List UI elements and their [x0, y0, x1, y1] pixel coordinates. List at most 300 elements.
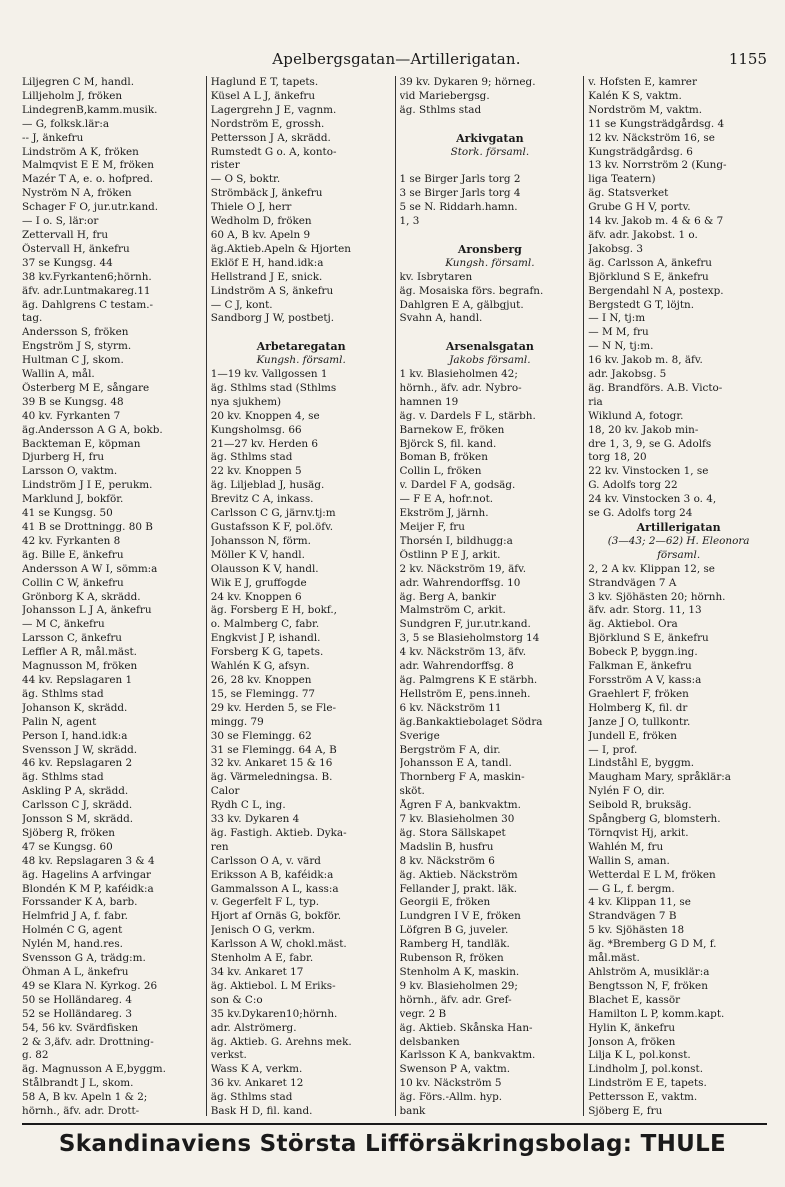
directory-entry: äfv. adr. Jakobst. 1 o. [588, 228, 698, 241]
column-4 [583, 76, 772, 1116]
directory-entry: Malmström C, arkit. [399, 604, 506, 617]
directory-entry: 2 kv. Näckström 19, äfv. [399, 562, 527, 575]
directory-entry: liga Teatern) [588, 173, 656, 186]
directory-entry: Gammalsson A L, kass:a [210, 882, 339, 895]
directory-entry: äg. Aktiebol. Ora [588, 618, 678, 631]
directory-entry: Larsson O, vaktm. [22, 465, 118, 478]
directory-entry: Johanson K, skrädd. [22, 701, 128, 714]
directory-entry: G. Adolfs torg 22 [588, 479, 678, 492]
directory-entry: Schager F O, jur.utr.kand. [22, 201, 159, 214]
directory-entry: Nylén M, hand.res. [22, 938, 123, 951]
directory-entry: 24 kv. Knoppen 6 [210, 590, 302, 603]
directory-entry: Backteman E, köpman [22, 437, 141, 450]
directory-entry: Grönborg K A, skrädd. [22, 590, 141, 603]
directory-entry: dre 1, 3, 9, se G. Adolfs [588, 437, 712, 450]
directory-entry: Jonsson S M, skrädd. [22, 813, 134, 826]
directory-entry: Jundell E, fröken [588, 729, 677, 742]
directory-entry: Lilljeholm J, fröken [22, 89, 123, 102]
directory-entry: Lindström A K, fröken [22, 145, 139, 158]
directory-entry: Kungsträdgårdsg. 6 [588, 145, 693, 158]
directory-entry: — I, prof. [588, 743, 638, 756]
directory-entry: Eklöf E H, hand.idk:a [210, 256, 324, 269]
directory-entry: äg. Statsverket [588, 187, 669, 200]
directory-entry: Lilja K L, pol.konst. [588, 1049, 691, 1062]
directory-entry: mingg. 79 [210, 715, 264, 728]
directory-entry: Nordström E, grossh. [210, 117, 325, 130]
directory-entry: Liljegren C M, handl. [22, 76, 135, 88]
directory-entry: Pettersson J A, skrädd. [210, 131, 331, 144]
directory-entry: Georgii E, fröken [399, 896, 491, 909]
directory-entry: äg. Sthlms stad [210, 1091, 293, 1104]
directory-entry: Gustafsson K F, pol.öfv. [210, 521, 334, 533]
directory-entry: äg.Bankaktiebolaget Södra [399, 715, 543, 728]
directory-entry: 47 se Kungsg. 60 [22, 840, 113, 853]
directory-entry: 5 kv. Sjöhästen 18 [588, 924, 685, 937]
directory-entry: Strandvägen 7 A [588, 576, 677, 589]
directory-entry: Carlsson C J, skrädd. [22, 799, 133, 812]
street-heading: Artillerigatan [636, 521, 721, 534]
directory-entry [211, 326, 392, 340]
directory-entry: 26, 28 kv. Knoppen [210, 673, 312, 686]
directory-entry: äg. Forsberg E H, bokf., [210, 604, 337, 617]
directory-entry: o. Malmberg C, fabr. [210, 618, 320, 631]
directory-entry: Marklund J, bokför. [22, 493, 124, 506]
directory-entry: 10 kv. Näckström 5 [399, 1077, 502, 1090]
directory-entry: 8 kv. Näckström 6 [399, 854, 495, 867]
directory-entry: Björklund S E, änkefru [588, 270, 709, 283]
directory-entry: vegr. 2 B [399, 1007, 447, 1020]
directory-entry: Wallin S, aman. [588, 854, 670, 867]
directory-entry: Palin N, agent [22, 715, 97, 728]
directory-entry: 3 kv. Sjöhästen 20; hörnh. [588, 590, 726, 603]
directory-entry: 11 se Kungsträdgårdsg. 4 [588, 117, 725, 130]
directory-entry: Strandvägen 7 B [588, 910, 677, 923]
directory-entry: 48 kv. Repslagaren 3 & 4 [22, 854, 155, 867]
directory-entry: äg. Aktiebol. L M Eriks- [210, 979, 336, 992]
directory-entry: äg. Sthlms stad [210, 451, 293, 464]
directory-entry: Svensson G A, trädg:m. [22, 952, 146, 965]
directory-entry: Nylén F O, dir. [588, 785, 665, 798]
directory-entry: Rumstedt G o. A, konto- [210, 145, 337, 158]
parish-label: Stork. församl. [450, 145, 530, 158]
directory-entry: 24 kv. Vinstocken 3 o. 4, [588, 493, 717, 506]
directory-entry: äg. Sthlms stad [399, 103, 482, 116]
directory-entry: Malmqvist E E M, fröken [22, 159, 154, 172]
directory-entry: Stålbrandt J L, skom. [22, 1077, 134, 1090]
directory-entry: v. Dardel F A, godsäg. [399, 479, 516, 492]
directory-entry: Thiele O J, herr [210, 201, 292, 214]
parish-label: församl. [657, 548, 701, 561]
directory-entry: äg. Palmgrens K E stärbh. [399, 673, 538, 686]
directory-entry: äg. Hagelins A arfvingar [22, 868, 151, 881]
directory-entry: 52 se Holländareg. 3 [22, 1007, 132, 1020]
directory-entry: äg. Sthlms stad [22, 687, 104, 700]
directory-entry: bank [399, 1105, 426, 1116]
column-1 [22, 76, 206, 1116]
directory-entry: Stenholm A K, maskin. [399, 966, 520, 978]
directory-entry: Ekström J, järnh. [399, 507, 489, 520]
directory-entry: hörnh., äfv. adr. Nybro- [399, 381, 522, 394]
directory-entry: 37 se Kungsg. 44 [22, 256, 113, 269]
directory-entry: 41 B se Drottningg. 80 B [22, 521, 153, 533]
directory-entry: ria [588, 395, 603, 408]
directory-entry: Andersson A W I, sömm:a [22, 562, 158, 575]
directory-entry: 36 kv. Ankaret 12 [210, 1077, 304, 1090]
directory-entry: Olausson K V, handl. [210, 562, 319, 575]
directory-entry: äg. Bille E, änkefru [22, 548, 124, 561]
directory-entry: 30 se Flemingg. 62 [210, 729, 312, 742]
directory-entry: äg. Dahlgrens C testam.- [22, 298, 154, 311]
directory-entry: Kungsholmsg. 66 [210, 423, 302, 436]
directory-entry: -- J, änkefru [22, 131, 84, 144]
directory-entry: se G. Adolfs torg 24 [588, 507, 693, 520]
directory-entry: 29 kv. Herden 5, se Fle- [210, 701, 336, 714]
directory-entry: Forsström A V, kass:a [588, 673, 702, 686]
directory-entry: äg. Liljeblad J, husäg. [210, 479, 325, 492]
directory-entry: Hellström E, pens.inneh. [399, 687, 531, 700]
directory-entry: Thornberg F A, maskin- [399, 771, 525, 784]
directory-entry: — N N, tj:m. [588, 340, 654, 353]
directory-entry: Dahlgren E A, gälbgjut. [399, 298, 524, 311]
directory-entry: 40 kv. Fyrkanten 7 [22, 409, 121, 422]
directory-entry: adr. Wahrendorffsg. 8 [399, 660, 514, 673]
directory-entry: Hultman C J, skom. [22, 354, 124, 367]
directory-entry: Törnqvist Hj, arkit. [588, 826, 689, 839]
directory-entry: Ramberg H, tandläk. [399, 938, 510, 951]
directory-entry: torg 18, 20 [588, 451, 647, 464]
directory-entry: adr. Jakobsg. 5 [588, 368, 667, 381]
directory-entry: äg. Sthlms stad [22, 771, 104, 784]
parish-label: Jakobs församl. [449, 354, 531, 367]
directory-entry: 14 kv. Jakob m. 4 & 6 & 7 [588, 215, 724, 228]
directory-entry: äg. Förs.-Allm. hyp. [399, 1091, 503, 1104]
directory-entry: 54, 56 kv. Svärdfisken [22, 1021, 139, 1034]
directory-entry: äg. Aktieb. Skånska Han- [399, 1021, 533, 1034]
directory-entry: Wetterdal E L M, fröken [588, 868, 716, 881]
directory-entry: Björck S, fil. kand. [399, 437, 497, 450]
directory-entry: äg. Sthlms stad (Sthlms [210, 381, 337, 394]
directory-entry: Wass K A, verkm. [210, 1063, 303, 1076]
directory-entry: Ågren F A, bankvaktm. [399, 799, 521, 812]
directory-entry: — G L, f. bergm. [588, 882, 675, 895]
directory-entry: LindegrenB,kamm.musik. [22, 103, 158, 116]
directory-entry: 21—27 kv. Herden 6 [210, 437, 319, 450]
directory-entry: 2 & 3,äfv. adr. Drottning- [22, 1035, 154, 1048]
directory-entry: Hamilton L P, komm.kapt. [588, 1007, 725, 1020]
directory-entry: 22 kv. Vinstocken 1, se [588, 465, 709, 478]
footer-rule [22, 1123, 767, 1125]
directory-entry: adr. Alströmerg. [210, 1021, 297, 1034]
directory-entry: äg. Stora Sällskapet [399, 826, 506, 839]
directory-entry: 9 kv. Blasieholmen 29; [399, 979, 518, 992]
directory-entry: 44 kv. Repslagaren 1 [22, 673, 133, 686]
directory-entry: Wahlén M, fru [588, 840, 664, 853]
directory-entry: Calor [210, 785, 240, 798]
page-footer [0, 1123, 785, 1157]
directory-entry: mål.mäst. [588, 952, 640, 965]
directory-entry: 1 se Birger Jarls torg 2 [399, 173, 521, 186]
directory-entry: 35 kv.Dykaren10;hörnh. [210, 1007, 338, 1020]
directory-entry: Wahlén K G, afsyn. [210, 660, 310, 673]
directory-entry [400, 118, 581, 132]
directory-entry: 13 kv. Norrström 2 (Kung- [588, 159, 727, 172]
directory-entry: 60 A, B kv. Apeln 9 [210, 228, 311, 241]
directory-entry: Mazér T A, e. o. hofpred. [22, 173, 154, 186]
directory-entry: Nyström N A, fröken [22, 187, 132, 200]
directory-entry: Wik E J, gruffogde [210, 576, 307, 589]
directory-entry: Bask H D, fil. kand. [210, 1105, 313, 1116]
directory-entry: Svahn A, handl. [399, 312, 483, 325]
directory-entry: 7 kv. Blasieholmen 30 [399, 813, 515, 826]
parish-label: Kungsh. församl. [256, 354, 346, 367]
directory-entry: 39 kv. Dykaren 9; hörneg. [399, 76, 536, 88]
running-title: Apelbergsgatan—Artillerigatan. [272, 50, 521, 68]
directory-entry: 1—19 kv. Vallgossen 1 [210, 368, 328, 381]
directory-entry: Helmfrid J A, f. fabr. [22, 910, 128, 923]
directory-entry: 39 B se Kungsg. 48 [22, 395, 124, 408]
directory-entry: äg. Aktieb. Näckström [399, 868, 518, 881]
directory-entry: 31 se Flemingg. 64 A, B [210, 743, 337, 756]
directory-entry: 12 kv. Näckström 16, se [588, 131, 715, 144]
directory-entry: Hjort af Ornäs G, bokför. [210, 910, 342, 923]
directory-entry: Löfgren B G, juveler. [399, 924, 509, 937]
directory-entry: Thorsén I, bildhugg:a [399, 534, 513, 547]
directory-entry: Carlsson C G, järnv.tj:m [210, 507, 336, 520]
page-header [22, 50, 771, 70]
directory-entry: äg. Carlsson A, änkefru [588, 256, 712, 269]
directory-entry: Boman B, fröken [399, 451, 488, 464]
directory-entry: Östlinn P E J, arkit. [399, 548, 501, 561]
directory-entry: Fellander J, prakt. läk. [399, 882, 518, 895]
directory-entry: Hylin K, änkefru [588, 1021, 676, 1034]
directory-entry: 1, 3 [399, 215, 420, 228]
directory-entry: Grube G H V, portv. [588, 201, 691, 214]
directory-entry: Wedholm D, fröken [210, 215, 312, 228]
directory-entry: Janze J O, tullkontr. [588, 715, 691, 728]
directory-entry: äfv. adr. Storg. 11, 13 [588, 604, 702, 617]
directory-entry: äg. Mosaiska förs. begrafn. [399, 284, 544, 297]
directory-entry: Karlsson A W, chokl.mäst. [210, 938, 347, 951]
directory-entry: — C J, kont. [210, 298, 273, 311]
directory-entry: kv. Isbrytaren [399, 270, 473, 283]
directory-entry: v. Hofsten E, kamrer [588, 76, 697, 88]
directory-entry: Zettervall H, fru [22, 228, 109, 241]
directory-entry: Wiklund A, fotogr. [588, 409, 684, 422]
street-heading: Arsenalsgatan [445, 340, 534, 354]
street-heading: Arbetaregatan [256, 340, 346, 354]
directory-entry: Seibold R, bruksäg. [588, 799, 692, 812]
directory-entry: 16 kv. Jakob m. 8, äfv. [588, 354, 703, 367]
directory-entry: — G, folksk.lär:a [22, 117, 110, 130]
directory-entry: 22 kv. Knoppen 5 [210, 465, 302, 478]
footer-advertisement: Skandinaviens Största Lifförsäkringsbolag: THULE [58, 1131, 727, 1157]
directory-entry: 5 se N. Riddarh.hamn. [399, 201, 518, 214]
column-2 [206, 76, 395, 1116]
directory-entry [400, 159, 581, 173]
directory-entry: Lindståhl E, byggm. [588, 757, 695, 770]
directory-entry: 3 se Birger Jarls torg 4 [399, 187, 521, 200]
directory-entry: Ahlström A, musiklär:a [588, 966, 710, 978]
directory-entry: Bengtsson N, F, fröken [588, 979, 708, 992]
directory-entry: Larsson C, änkefru [22, 632, 122, 645]
directory-entry: — I N, tj:m [588, 312, 646, 325]
directory-entry: Lindholm J, pol.konst. [588, 1063, 703, 1076]
directory-columns [22, 76, 772, 1116]
directory-entry: Brevitz C A, inkass. [210, 493, 314, 506]
directory-entry: vid Mariebergsg. [399, 89, 490, 102]
directory-entry: Karlsson K A, bankvaktm. [399, 1049, 536, 1062]
directory-entry: äg. Magnusson A E,byggm. [22, 1063, 166, 1076]
directory-entry: Engström J S, styrm. [22, 340, 132, 353]
directory-entry: verkst. [210, 1049, 247, 1062]
directory-entry: adr. Wahrendorffsg. 10 [399, 576, 521, 589]
directory-entry: Rubenson R, fröken [399, 952, 504, 965]
directory-entry: Carlsson O A, v. värd [210, 854, 321, 867]
directory-entry: Holmberg K, fil. dr [588, 701, 688, 714]
directory-entry: 4 kv. Näckström 13, äfv. [399, 646, 527, 659]
directory-entry: Stenholm A E, fabr. [210, 952, 314, 965]
directory-entry: Sverige [399, 729, 440, 742]
directory-entry: Lundgren I V E, fröken [399, 910, 521, 923]
directory-entry: Blondén K M P, kaféidk:a [22, 882, 154, 895]
directory-entry: Björklund S E, änkefru [588, 632, 709, 645]
directory-entry: Falkman E, änkefru [588, 660, 692, 673]
directory-entry: Maugham Mary, språklär:a [588, 771, 731, 784]
directory-entry: Leffler A R, mål.mäst. [22, 646, 137, 659]
directory-entry: Djurberg H, fru [22, 451, 105, 464]
directory-entry: Nordström M, vaktm. [588, 103, 703, 116]
street-heading: Arkivgatan [456, 131, 524, 145]
directory-entry: Österberg M E, sångare [22, 381, 150, 394]
directory-entry: Barnekow E, fröken [399, 423, 505, 436]
directory-entry: Jenisch O G, verkm. [210, 924, 316, 937]
directory-entry: g. 82 [22, 1049, 49, 1062]
directory-entry: Haglund E T, tapets. [210, 76, 319, 88]
directory-entry: 41 se Kungsg. 50 [22, 507, 113, 520]
directory-entry: Lindström A S, änkefru [210, 284, 334, 297]
directory-entry: Jakobsg. 3 [588, 242, 644, 255]
directory-entry: Pettersson E, vaktm. [588, 1091, 698, 1104]
directory-entry: äg. Fastigh. Aktieb. Dyka- [210, 826, 347, 839]
directory-entry: tag. [22, 312, 43, 325]
directory-entry: Strömbäck J, änkefru [210, 187, 323, 200]
directory-entry: Johansson E A, tandl. [399, 757, 512, 770]
parish-label: Kungsh. församl. [445, 256, 535, 269]
directory-entry [400, 229, 581, 243]
directory-entry: Wallin A, mål. [22, 368, 95, 381]
directory-entry: 3, 5 se Blasieholmstorg 14 [399, 632, 540, 645]
directory-entry: Collin L, fröken [399, 465, 482, 478]
directory-entry: 20 kv. Knoppen 4, se [210, 409, 320, 422]
directory-entry: Rydh C L, ing. [210, 799, 286, 812]
directory-entry: hamnen 19 [399, 395, 459, 408]
directory-entry: rister [210, 159, 240, 172]
directory-entry: Hellstrand J E, snick. [210, 270, 323, 283]
directory-entry: äg. Aktieb. G. Arehns mek. [210, 1035, 352, 1048]
directory-entry: son & C:o [210, 993, 263, 1006]
directory-entry: Bergendahl N A, postexp. [588, 284, 724, 297]
directory-entry: 4 kv. Klippan 11, se [588, 896, 691, 909]
directory-entry: — I o. S, lär:or [22, 215, 99, 228]
directory-entry: hörnh., äfv. adr. Drott- [22, 1105, 140, 1116]
directory-entry: Meijer F, fru [399, 521, 465, 533]
directory-entry: 33 kv. Dykaren 4 [210, 813, 300, 826]
directory-entry: 32 kv. Ankaret 15 & 16 [210, 757, 333, 770]
directory-entry: äfv. adr.Luntmakareg.11 [22, 284, 151, 297]
directory-entry: 34 kv. Ankaret 17 [210, 966, 304, 978]
page-number: 1155 [728, 50, 767, 68]
directory-entry: 46 kv. Repslagaren 2 [22, 757, 133, 770]
directory-entry: äg. Värmeledningsa. B. [210, 771, 333, 784]
directory-entry: Holmén C G, agent [22, 924, 123, 937]
directory-entry: nya sjukhem) [210, 395, 282, 408]
directory-entry: — M M, fru [588, 326, 649, 339]
directory-entry: 50 se Holländareg. 4 [22, 993, 132, 1006]
directory-entry: Swenson P A, vaktm. [399, 1063, 511, 1076]
directory-entry: Graehlert F, fröken [588, 687, 689, 700]
directory-entry: v. Gegerfelt F L, typ. [210, 896, 320, 909]
directory-entry: Johansson N, förm. [210, 534, 311, 547]
directory-entry: Sandborg J W, postbetj. [210, 312, 335, 325]
parish-label: (3—43; 2—62) H. Eleonora [607, 534, 750, 547]
directory-entry: äg. Brandförs. A.B. Victo- [588, 381, 723, 394]
directory-entry: 42 kv. Fyrkanten 8 [22, 534, 121, 547]
directory-entry: Madslin B, husfru [399, 840, 494, 853]
directory-entry: ren [210, 840, 229, 853]
directory-entry: Möller K V, handl. [210, 548, 305, 561]
directory-entry: 38 kv.Fyrkanten6;hörnh. [22, 270, 152, 283]
directory-entry: Forssander K A, barb. [22, 896, 138, 909]
directory-entry: Sjöberg E, fru [588, 1105, 663, 1116]
directory-entry: äg. Berg A, bankir [399, 590, 496, 603]
directory-entry: 1 kv. Blasieholmen 42; [399, 368, 518, 381]
directory-entry: Engkvist J P, ishandl. [210, 632, 321, 645]
directory-entry: äg.Andersson A G A, bokb. [22, 423, 163, 436]
directory-entry: — M C, änkefru [22, 618, 105, 631]
directory-entry: Magnusson M, fröken [22, 660, 138, 673]
directory-entry: Sjöberg R, fröken [22, 826, 115, 839]
directory-entry: Kalén K S, vaktm. [588, 89, 682, 102]
directory-entry [400, 326, 581, 340]
directory-entry: 58 A, B kv. Apeln 1 & 2; [22, 1091, 148, 1104]
directory-entry: Bergstedt G T, löjtn. [588, 298, 695, 311]
directory-entry: Svensson J W, skrädd. [22, 743, 138, 756]
directory-entry: äg. *Bremberg G D M, f. [588, 938, 717, 951]
directory-entry: Jonson A, fröken [588, 1035, 676, 1048]
directory-entry: — O S, boktr. [210, 173, 281, 186]
directory-entry: sköt. [399, 785, 425, 798]
directory-entry: 18, 20 kv. Jakob min- [588, 423, 699, 436]
directory-entry: 6 kv. Näckström 11 [399, 701, 502, 714]
directory-entry: Eriksson A B, kaféidk:a [210, 868, 334, 881]
directory-entry: — F E A, hofr.not. [399, 493, 494, 506]
directory-entry: Lindström E E, tapets. [588, 1077, 707, 1090]
directory-entry: Forsberg K G, tapets. [210, 646, 324, 659]
directory-entry: Lagergrehn J E, vagnm. [210, 103, 337, 116]
directory-entry: Bobeck P, byggn.ing. [588, 646, 698, 659]
street-heading: Aronsberg [457, 242, 522, 256]
directory-entry: Küsel A L J, änkefru [210, 89, 316, 102]
directory-entry: äg. v. Dardels F L, stärbh. [399, 409, 536, 422]
directory-entry: 49 se Klara N. Kyrkog. 26 [22, 979, 158, 992]
directory-entry: Johansson L J A, änkefru [22, 604, 152, 617]
directory-entry: Andersson S, fröken [22, 326, 129, 339]
directory-entry: hörnh., äfv. adr. Gref- [399, 993, 512, 1006]
directory-entry: Person I, hand.idk:a [22, 729, 128, 742]
directory-entry: Askling P A, skrädd. [22, 785, 129, 798]
column-3 [395, 76, 584, 1116]
directory-entry: Sundgren F, jur.utr.kand. [399, 618, 531, 631]
